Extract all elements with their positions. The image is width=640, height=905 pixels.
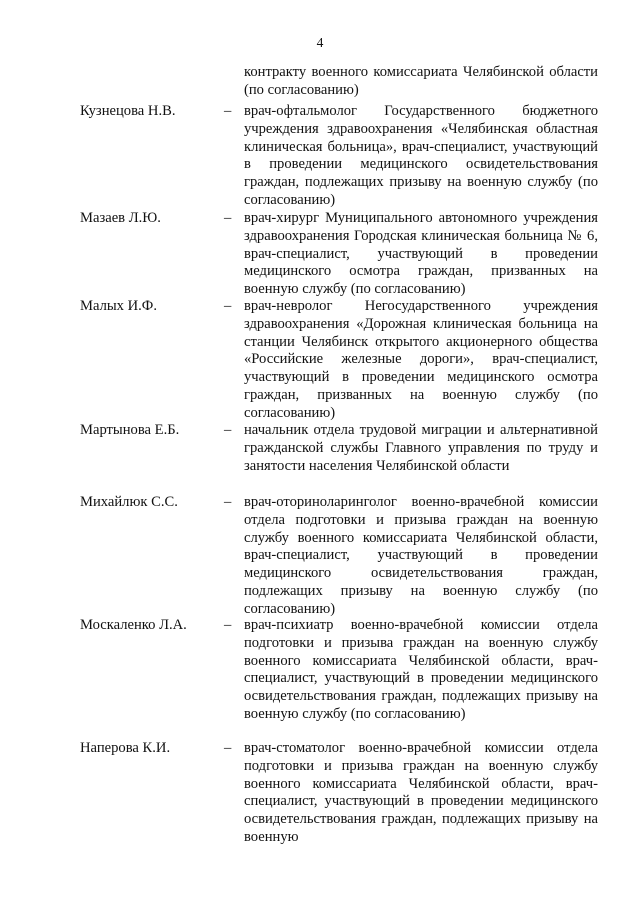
member-description: врач-хирург Муниципального автономного учреждения здравоохранения Городская клиническая больница № 6, врач-специалист, участвующий в проведении медицинского осмотра граждан, призванных на военную службу (по согласованию) (244, 210, 598, 298)
member-name: Малых И.Ф. (80, 298, 157, 314)
member-name: Михайлюк С.С. (80, 494, 178, 510)
member-name: Мартынова Е.Б. (80, 422, 180, 438)
member-name: Наперова К.И. (80, 740, 171, 756)
dash-separator: – (224, 103, 232, 119)
dash-separator: – (224, 298, 232, 314)
member-description: врач-психиатр военно-врачебной комиссии отдела подготовки и призыва граждан на военную службу военного комиссариата Челябинской области, врач-специалист, участвующий в проведении медицинского освидетельствования граждан, подлежащих призыву на военную службу (по согласованию) (244, 617, 598, 722)
member-description: врач-стоматолог военно-врачебной комиссии отдела подготовки и призыва граждан на военную службу военного комиссариата Челябинской области, врач-специалист, участвующий в проведении медицинского освидетельствования граждан, подлежащих призыву на военную (244, 740, 598, 845)
member-description: врач-офтальмолог Государственного бюджетного учреждения здравоохранения «Челябинская областная клиническая больница», врач-специалист, участвующий в проведении медицинского освидетельствования граждан, подлежащих призыву на военную службу (по согласованию) (244, 103, 598, 208)
page-number: 4 (316, 35, 324, 50)
member-name: Кузнецова Н.В. (80, 103, 176, 119)
continuation-text: контракту военного комиссариата Челябинской области (по согласованию) (244, 64, 598, 98)
member-description: врач-оториноларинголог военно-врачебной комиссии отдела подготовки и призыва граждан на военную службу военного комиссариата Челябинской области, врач-специалист, участвующий в проведении медицинского освидетельствования граждан, подлежащих призыву на военную службу (по согласованию) (244, 494, 598, 617)
member-name: Мазаев Л.Ю. (80, 210, 161, 226)
dash-separator: – (224, 617, 232, 633)
member-name: Москаленко Л.А. (80, 617, 187, 633)
member-description: начальник отдела трудовой миграции и альтернативной гражданской службы Главного управления по труду и занятости населения Челябинской области (244, 422, 598, 474)
dash-separator: – (224, 210, 232, 226)
dash-separator: – (224, 494, 232, 510)
dash-separator: – (224, 740, 232, 756)
member-description: врач-невролог Негосударственного учреждения здравоохранения «Дорожная клиническая больница на станции Челябинск открытого акционерного общества «Российские железные дороги», врач-специалист, участвующий в проведении медицинского осмотра граждан, призванных на военную службу (по согласованию) (244, 298, 598, 421)
dash-separator: – (224, 422, 232, 438)
